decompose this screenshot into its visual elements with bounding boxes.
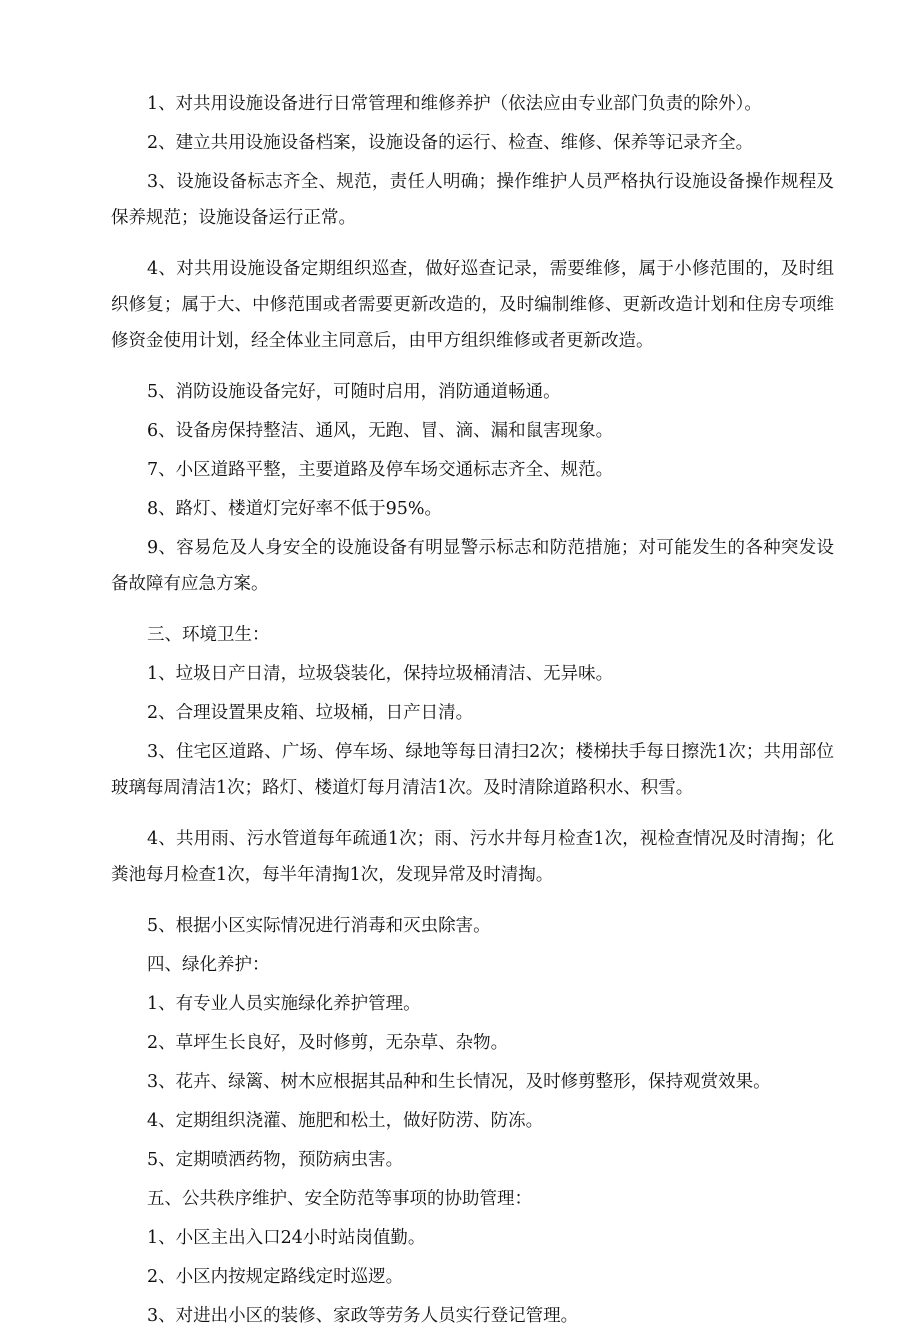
paragraph: 3、花卉、绿篱、树木应根据其品种和生长情况，及时修剪整形，保持观赏效果。 — [147, 1072, 771, 1092]
paragraph: 5、消防设施设备完好，可随时启用，消防通道畅通。 — [147, 382, 561, 402]
paragraph: 2、合理设置果皮箱、垃圾桶，日产日清。 — [147, 703, 474, 723]
paragraph: 5、定期喷洒药物，预防病虫害。 — [147, 1150, 404, 1170]
paragraph: 1、小区主出入口24小时站岗值勤。 — [147, 1228, 426, 1248]
paragraph: 2、草坪生长良好，及时修剪，无杂草、杂物。 — [147, 1033, 509, 1053]
paragraph: 4、定期组织浇灌、施肥和松土，做好防涝、防冻。 — [147, 1111, 544, 1131]
paragraph: 3、住宅区道路、广场、停车场、绿地等每日清扫2次；楼梯扶手每日擦洗1次；共用部位玻璃每周清洁1次；路灯、楼道灯每月清洁1次。及时清除道路积水、积雪。 — [111, 742, 834, 798]
paragraph: 2、小区内按规定路线定时巡逻。 — [147, 1267, 404, 1287]
paragraph: 8、路灯、楼道灯完好率不低于95%。 — [147, 499, 443, 519]
paragraph: 4、对共用设施设备定期组织巡查，做好巡查记录，需要维修，属于小修范围的，及时组织修复；属于大、中修范围或者需要更新改造的，及时编制维修、更新改造计划和住房专项维修资金使用计划，经全体业主同意后，由甲方组织维修或者更新改造。 — [111, 259, 834, 351]
paragraph: 3、对进出小区的装修、家政等劳务人员实行登记管理。 — [147, 1306, 579, 1326]
section-heading: 五、公共秩序维护、安全防范等事项的协助管理： — [147, 1189, 532, 1209]
paragraph: 6、设备房保持整洁、通风，无跑、冒、滴、漏和鼠害现象。 — [147, 421, 614, 441]
paragraph: 9、容易危及人身安全的设施设备有明显警示标志和防范措施；对可能发生的各种突发设备故障有应急方案。 — [111, 538, 834, 594]
paragraph: 5、根据小区实际情况进行消毒和灭虫除害。 — [147, 916, 491, 936]
section-heading: 四、绿化养护： — [147, 955, 270, 975]
paragraph: 2、建立共用设施设备档案，设施设备的运行、检查、维修、保养等记录齐全。 — [147, 133, 754, 153]
paragraph: 7、小区道路平整，主要道路及停车场交通标志齐全、规范。 — [147, 460, 614, 480]
document-page — [111, 86, 834, 1337]
paragraph: 3、设施设备标志齐全、规范，责任人明确；操作维护人员严格执行设施设备操作规程及保养规范；设施设备运行正常。 — [111, 172, 834, 228]
paragraph: 1、垃圾日产日清，垃圾袋装化，保持垃圾桶清洁、无异味。 — [147, 664, 614, 684]
paragraph: 1、有专业人员实施绿化养护管理。 — [147, 994, 421, 1014]
section-heading: 三、环境卫生： — [147, 625, 270, 645]
paragraph: 1、对共用设施设备进行日常管理和维修养护（依法应由专业部门负责的除外）。 — [147, 94, 762, 114]
paragraph: 4、共用雨、污水管道每年疏通1次；雨、污水井每月检查1次，视检查情况及时清掏；化粪池每月检查1次，每半年清掏1次，发现异常及时清掏。 — [111, 829, 834, 885]
